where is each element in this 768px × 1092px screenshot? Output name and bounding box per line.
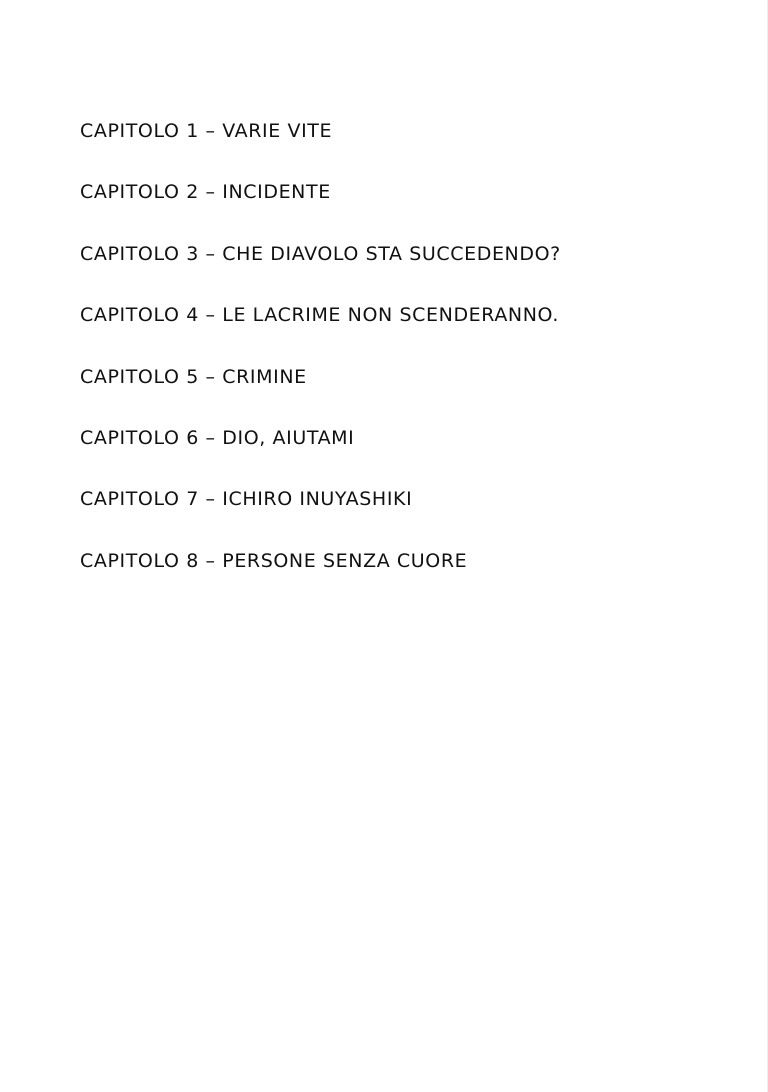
toc-entry-chapter-2: CAPITOLO 2 – INCIDENTE <box>80 181 331 204</box>
toc-entry-chapter-3: CAPITOLO 3 – CHE DIAVOLO STA SUCCEDENDO? <box>80 242 561 265</box>
toc-entry-chapter-4: CAPITOLO 4 – LE LACRIME NON SCENDERANNO. <box>80 304 559 327</box>
toc-entry-chapter-1: CAPITOLO 1 – VARIE VITE <box>80 120 333 142</box>
toc-entry-chapter-8: CAPITOLO 8 – PERSONE SENZA CUORE <box>80 549 468 572</box>
toc-entry-chapter-7: CAPITOLO 7 – ICHIRO INUYASHIKI <box>80 488 413 511</box>
table-of-contents <box>80 118 561 609</box>
toc-entry-chapter-5: CAPITOLO 5 – CRIMINE <box>80 365 307 388</box>
toc-entry-chapter-6: CAPITOLO 6 – DIO, AIUTAMI <box>80 426 355 449</box>
